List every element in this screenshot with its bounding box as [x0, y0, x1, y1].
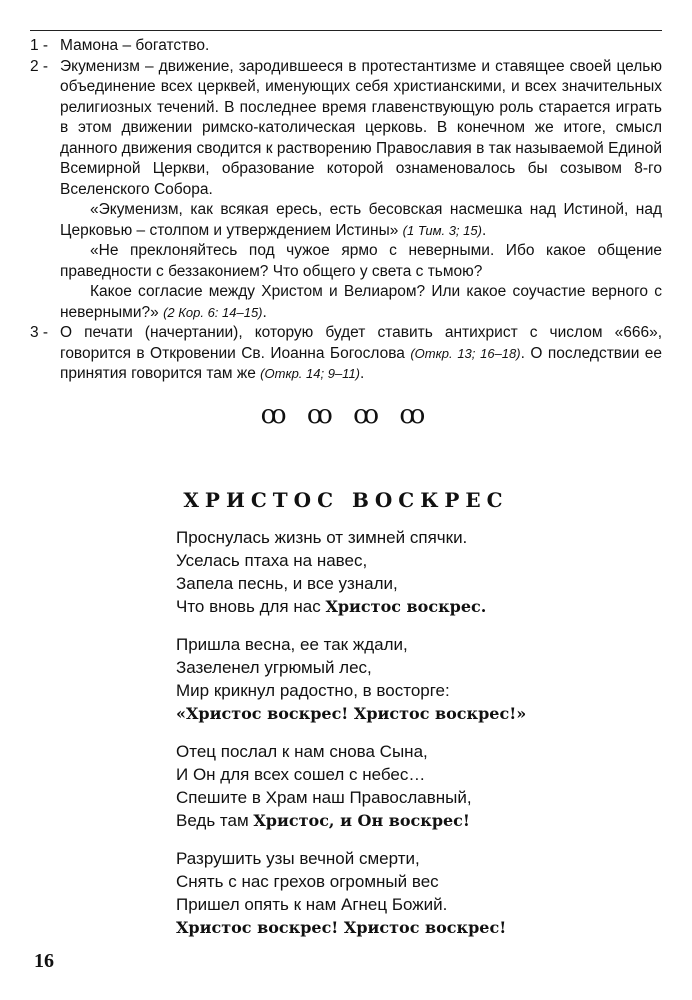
poem-line: Запела песнь, и все узнали,: [176, 574, 398, 593]
poem-line: И Он для всех сошел с небес…: [176, 765, 426, 784]
footnote-1: [30, 36, 662, 57]
poem-line: Уселась птаха на навес,: [176, 551, 368, 570]
footnote-3: [30, 323, 662, 385]
footnote-number: 1 -: [30, 37, 49, 54]
scripture-reference: (2 Кор. 6: 14–15): [163, 304, 263, 320]
poem-line: [176, 702, 656, 725]
slavonic-text: Христос воскрес! Христос воскрес!: [176, 918, 507, 937]
footnote-text: О печати (начертании), которую будет ставить антихрист с числом «666», говорится в Откровении Св. Иоанна Богослова (Откр. 13; 16–18). О последствии ее принятия говорится там же (Откр. 14; 9–11).: [60, 324, 663, 382]
poem-stanza: [176, 526, 656, 618]
poem-stanza: [176, 740, 656, 832]
footnote-text: Мамона – богатство.: [60, 37, 210, 54]
poem-line: Пришла весна, ее так ждали,: [176, 635, 408, 654]
poem-line: Снять с нас грехов огромный вес: [176, 872, 439, 891]
footnotes: [30, 36, 662, 385]
ornament-divider: ꝏ ꝏ ꝏ ꝏ: [260, 400, 432, 430]
poem-title: ХРИСТОС ВОСКРЕС: [183, 488, 509, 512]
poem-line: Зазеленел угрюмый лес,: [176, 658, 372, 677]
poem-line: Отец послал к нам снова Сына,: [176, 742, 428, 761]
footnote-number: 2 -: [30, 57, 49, 75]
poem-line: Ведь там Христос, и Он воскрес!: [176, 811, 470, 830]
footnote-number: 3 -: [30, 324, 49, 341]
poem-line: [176, 916, 656, 939]
slavonic-text: Христос, и Он воскрес!: [253, 811, 470, 830]
poem-stanza: [176, 847, 656, 939]
poem-line: Пришел опять к нам Агнец Божий.: [176, 895, 448, 914]
poem: [176, 526, 656, 954]
poem-line: Что вновь для нас Христос воскрес.: [176, 597, 487, 616]
scripture-reference: (1 Тим. 3; 15): [402, 222, 482, 238]
footnote-2: [30, 57, 662, 324]
scripture-reference: (Откр. 14; 9–11): [260, 366, 361, 381]
poem-stanza: [176, 633, 656, 725]
poem-line: Проснулась жизнь от зимней спячки.: [176, 528, 468, 547]
footnote-quote: «Не преклоняйтесь под чужое ярмо с неверными. Ибо какое общение праведности с беззаконием? Что общего у света с тьмою?: [60, 242, 662, 280]
top-rule: [30, 30, 662, 31]
page-number: 16: [34, 950, 54, 972]
poem-line: Мир крикнул радостно, в восторге:: [176, 681, 450, 700]
slavonic-text: «Христос воскрес! Христос воскрес!»: [176, 704, 527, 723]
poem-line: Разрушить узы вечной смерти,: [176, 849, 420, 868]
slavonic-text: Христос воскрес.: [325, 597, 487, 616]
footnote-quote: «Экуменизм, как всякая ересь, есть бесовская насмешка над Истиной, над Церковью – столпом и утверждением Истины» (1 Тим. 3; 15).: [60, 201, 662, 239]
scripture-reference: (Откр. 13; 16–18): [410, 345, 521, 361]
footnote-quote: Какое согласие между Христом и Велиаром? Или какое соучастие верного с неверными?» (2 Кор. 6: 14–15).: [60, 283, 662, 321]
footnote-text: Экуменизм – движение, зародившееся в протестантизме и ставящее своей целью объединение всех церквей, именующих себя христианскими, и всех значительных религиозных течений. В последнее время главенствующую роль старается играть в этом движении римско-католическая церковь. В конечном же итоге, смысл данного движения сводится к растворению Православия в так называемой Единой Всемирной Церкви, образование которой ознаменовалось бы созывом 8-го Вселенского Собора.: [60, 57, 662, 198]
poem-line: Спешите в Храм наш Православный,: [176, 788, 472, 807]
